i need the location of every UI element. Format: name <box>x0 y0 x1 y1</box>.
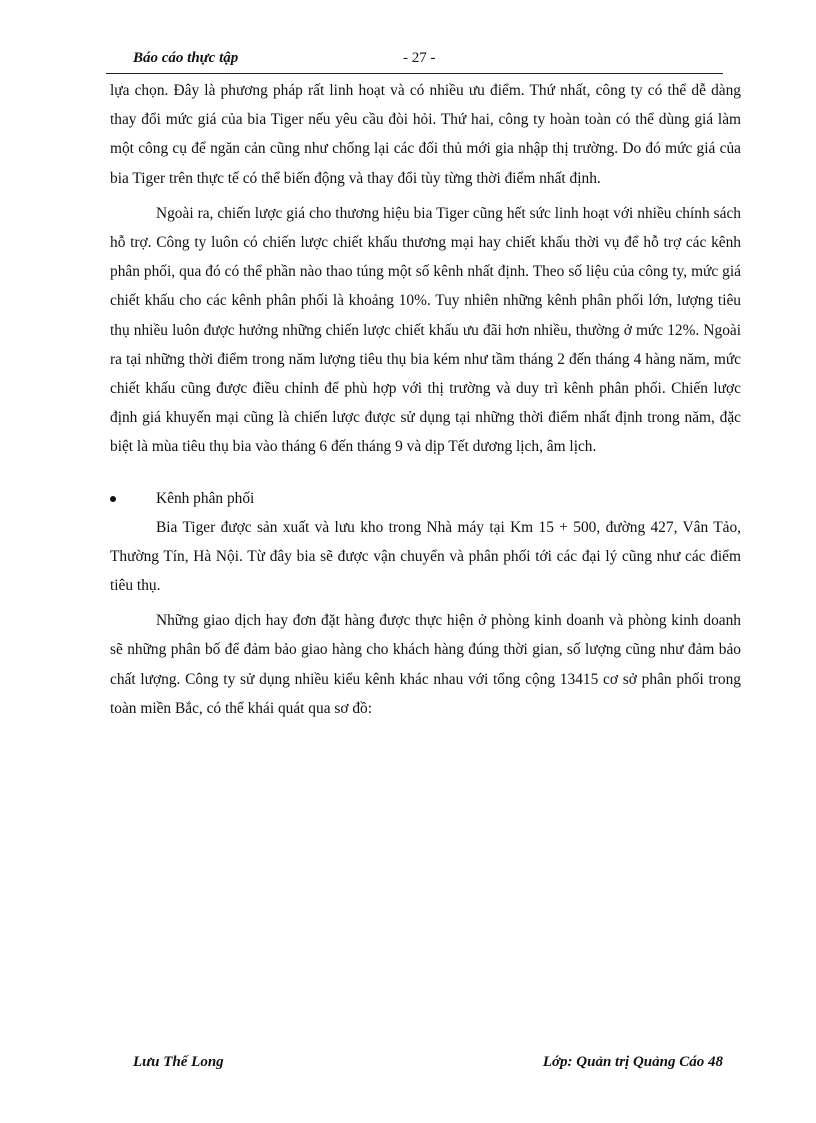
document-body <box>110 76 741 729</box>
paragraph-discount-strategy: Ngoài ra, chiến lược giá cho thương hiệu bia Tiger cũng hết sức linh hoạt với nhiều chính sách hỗ trợ. Công ty luôn có chiến lược chiết khấu thương mại hay chiết khấu thời vụ để hỗ trợ các kênh phân phối, qua đó có thể phần nào thao túng một số kênh nhất định. Theo số liệu của công ty, mức giá chiết khấu cho các kênh phân phối là khoảng 10%. Tuy nhiên những kênh phân phối lớn, lượng tiêu thụ nhiều luôn được hưởng những chiến lược chiết khấu ưu đãi hơn nhiều, thường ở mức 12%. Ngoài ra tại những thời điểm trong năm lượng tiêu thụ bia kém như tầm tháng 2 đến tháng 4 hàng năm, mức chiết khấu cũng được điều chỉnh để phù hợp với thị trường và duy trì kênh phân phối. Chiến lược định giá khuyến mại cũng là chiến lược được sử dụng tại những thời điểm nhất định trong năm, đặc biệt là mùa tiêu thụ bia vào tháng 6 đến tháng 9 và dịp Tết dương lịch, âm lịch. <box>110 204 741 456</box>
bullet-item <box>110 484 741 513</box>
bullet-icon <box>110 496 116 502</box>
paragraph-distribution-channels: Những giao dịch hay đơn đặt hàng được thực hiện ở phòng kinh doanh và phòng kinh doanh sẽ những phân bố để đảm bảo giao hàng cho khách hàng đúng thời gian, số lượng cũng như đảm bảo chất lượng. Công ty sử dụng nhiều kiểu kênh khác nhau với tổng cộng 13415 cơ sở phân phối trong toàn miền Bắc, có thể khái quát qua sơ đồ: <box>110 612 741 717</box>
header-rule <box>106 73 723 74</box>
footer-class: Lớp: Quản trị Quảng Cáo 48 <box>542 1054 723 1070</box>
paragraph-pricing-flexibility: lựa chọn. Đây là phương pháp rất linh hoạt và có nhiều ưu điểm. Thứ nhất, công ty có thể dễ dàng thay đổi mức giá của bia Tiger nếu yêu cầu đòi hỏi. Thứ hai, công ty hoàn toàn có thể dùng giá làm một công cụ để ngăn cản cũng như chống lại các đối thủ mới gia nhập thị trường. Do đó mức giá của bia Tiger trên thực tế có thể biến động và thay đổi tùy từng thời điểm nhất định. <box>110 82 741 187</box>
paragraph-production-location: Bia Tiger được sản xuất và lưu kho trong Nhà máy tại Km 15 + 500, đường 427, Vân Tảo, Thường Tín, Hà Nội. Từ đây bia sẽ được vận chuyển và phân phối tới các đại lý cũng như các điểm tiêu thụ. <box>110 518 741 595</box>
footer-author: Lưu Thế Long <box>133 1054 224 1070</box>
report-title: Báo cáo thực tập <box>133 50 239 66</box>
page-footer <box>133 1054 723 1078</box>
section-heading-distribution: Kênh phân phối <box>156 489 255 507</box>
page-number: - 27 - <box>403 50 436 66</box>
